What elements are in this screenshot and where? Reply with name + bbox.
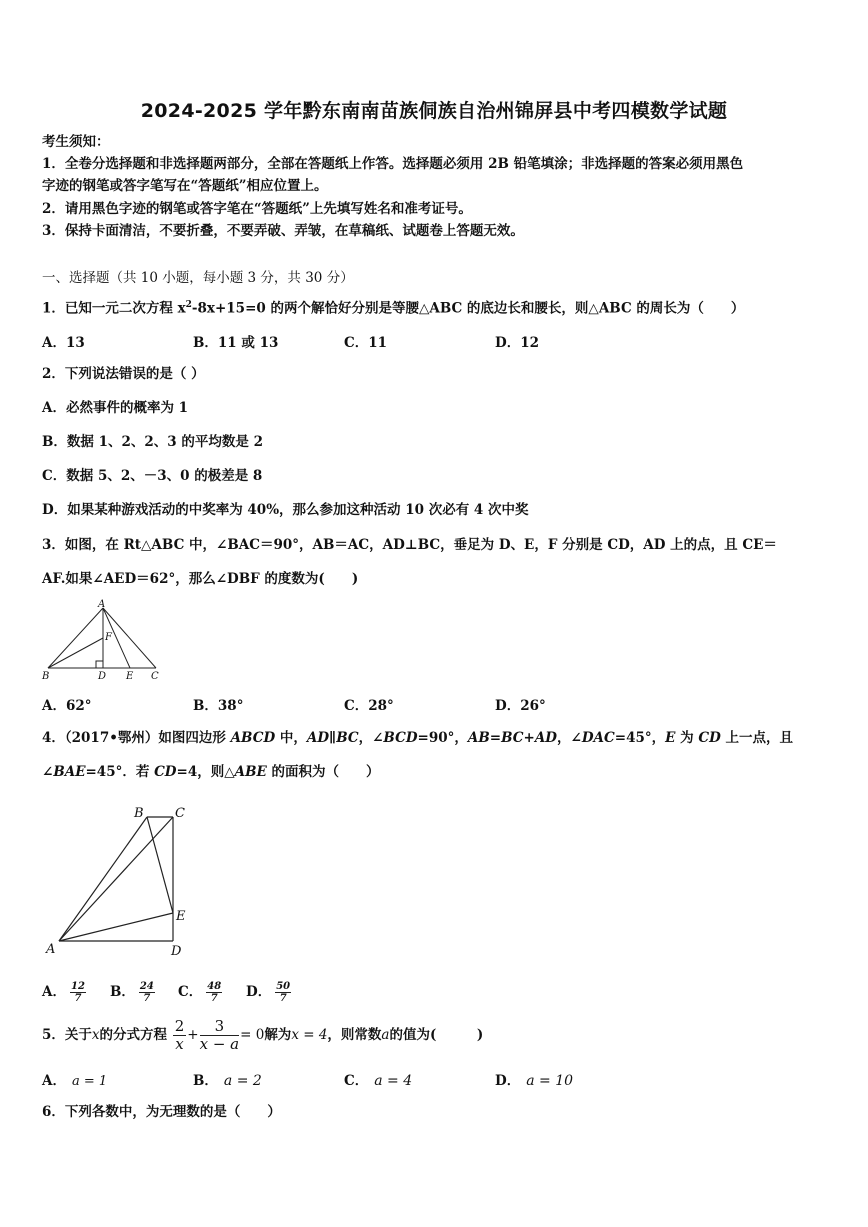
q4-text: =90°， — [417, 730, 468, 746]
q4-option-d-fraction — [275, 981, 291, 1004]
q3-stem-line-1: 3．如图，在 Rt△ABC 中，∠BAC＝90°，AB＝AC，AD⊥BC，垂足为 D、E，F 分别是 CD，AD 上的点，且 CE＝ — [42, 537, 777, 553]
q4-option-a-label: A． — [42, 984, 66, 1000]
q4-option-b[interactable] — [110, 980, 159, 1004]
q1-option-c[interactable]: C．11 — [344, 335, 388, 351]
q4-option-a-fraction — [70, 981, 86, 1004]
notice-line-3: 3．保持卡面清洁，不要折叠，不要弄破、弄皱，在草稿纸、试题卷上答题无效。 — [42, 223, 524, 239]
q3-option-b[interactable]: B．38° — [193, 698, 244, 714]
q5-option-d[interactable] — [495, 1069, 573, 1089]
q4-math: BCD — [383, 730, 418, 746]
q4-math: BAE — [53, 764, 86, 780]
fraction-denominator: 7 — [279, 993, 287, 1004]
fraction-denominator: x − a — [199, 1035, 240, 1053]
q5-option-b-value: a = 2 — [223, 1073, 262, 1089]
q4-math: E — [665, 730, 676, 746]
q5-variable-x: x — [91, 1027, 100, 1043]
q4-text: =45°， — [614, 730, 666, 746]
q4-text: ，∠ — [557, 730, 582, 746]
q4-math: DAC — [581, 730, 615, 746]
q4-text: ∠ — [42, 764, 54, 780]
q4-text: 上一点，且 — [720, 730, 793, 746]
q3-option-d[interactable]: D．26° — [495, 698, 546, 714]
q1-exponent: 2 — [185, 300, 192, 310]
q1-option-d[interactable]: D．12 — [495, 335, 539, 351]
q4-text: 为 — [675, 730, 699, 746]
q3-stem-line-2: AF.如果∠AED＝62°，那么∠DBF 的度数为( ) — [42, 571, 359, 587]
q4-option-b-fraction — [139, 981, 155, 1004]
q4-source: 4．（2017•鄂州） — [42, 730, 159, 746]
q1-stem-post: -8x+15=0 的两个解恰好分别是等腰△ABC 的底边长和腰长，则△ABC 的周长为（ ） — [191, 300, 745, 317]
q4-label-d: D — [171, 944, 182, 959]
q4-text: 中， — [275, 730, 307, 746]
q3-segment-bf — [48, 638, 103, 668]
q2-option-c[interactable]: C．数据 5、2、－3、0 的极差是 8 — [42, 468, 263, 484]
q5-option-b-label: B． — [193, 1073, 218, 1089]
q2-stem: 2．下列说法错误的是（ ） — [42, 366, 205, 382]
q4-math: CD — [698, 730, 721, 746]
q5-text: 的分式方程 — [99, 1027, 168, 1043]
section-heading: 一、选择题（共 10 小题，每小题 3 分，共 30 分） — [42, 270, 354, 286]
q1-stem-pre: 1．已知一元二次方程 x — [42, 300, 186, 317]
q4-option-c[interactable] — [178, 980, 226, 1004]
fraction-denominator: 7 — [143, 993, 151, 1004]
q4-math: ABE — [234, 764, 267, 780]
q4-text: ，∠ — [358, 730, 384, 746]
page-title: 2024-2025 学年黔东南南苗族侗族自治州锦屏县中考四模数学试题 — [140, 100, 728, 122]
q1-stem — [42, 295, 744, 319]
q4-stem-line-1 — [42, 728, 793, 748]
q3-label-b: B — [42, 671, 50, 682]
notice-heading: 考生须知： — [42, 134, 110, 150]
fraction-numerator: 2 — [174, 1017, 185, 1035]
fraction-denominator: 7 — [74, 993, 82, 1004]
q4-math: BC — [336, 730, 359, 746]
q4-option-d[interactable] — [246, 980, 295, 1004]
q2-option-a[interactable]: A．必然事件的概率为 1 — [42, 400, 189, 416]
fraction-numerator: 24 — [139, 981, 154, 992]
q5-solution: x = 4 — [291, 1027, 328, 1043]
q2-option-d[interactable]: D．如果某种游戏活动的中奖率为 40%，那么参加这种活动 10 次必有 4 次中奖 — [42, 502, 529, 518]
q5-option-d-value: a = 10 — [526, 1073, 574, 1089]
q4-label-a: A — [46, 942, 56, 957]
q4-label-e: E — [176, 909, 186, 924]
q5-text: ，则常数 — [327, 1027, 382, 1043]
q4-option-c-fraction — [206, 981, 222, 1004]
q3-segment-ab — [48, 608, 103, 668]
q3-option-c[interactable]: C．28° — [344, 698, 394, 714]
q4-option-c-label: C． — [178, 984, 203, 1000]
q5-text: 解为 — [264, 1027, 292, 1043]
q4-math: AD — [306, 730, 330, 746]
q5-option-b[interactable] — [193, 1069, 262, 1089]
q3-triangle-figure — [38, 598, 168, 682]
fraction-denominator: x — [175, 1035, 184, 1053]
q3-label-f: F — [105, 632, 112, 643]
q4-option-d-label: D． — [246, 984, 272, 1000]
q4-quadrilateral-figure — [42, 800, 202, 962]
q4-label-b: B — [134, 806, 144, 821]
q5-plus: + — [187, 1027, 199, 1043]
q3-right-angle-mark — [96, 661, 103, 668]
q4-segment-ac — [59, 817, 173, 941]
fraction-numerator: 50 — [276, 981, 291, 992]
q5-option-a[interactable] — [42, 1069, 107, 1089]
q5-text: 5．关于 — [42, 1027, 92, 1043]
q4-math: ABCD — [230, 730, 276, 746]
q5-variable-a: a — [381, 1027, 390, 1043]
notice-line-1b: 字迹的钢笔或答字笔写在“答题纸”相应位置上。 — [42, 178, 328, 194]
notice-line-1a: 1．全卷分选择题和非选择题两部分，全部在答题纸上作答。选择题必须用 2B 铅笔填涂；非选择题的答案必须用黑色 — [42, 156, 744, 172]
fraction-denominator: 7 — [210, 993, 218, 1004]
fraction-numerator: 12 — [70, 981, 85, 992]
q5-option-c-label: C． — [344, 1073, 369, 1089]
q3-label-e: E — [126, 671, 134, 682]
q4-stem-line-2 — [42, 762, 380, 782]
fraction-numerator: 48 — [207, 981, 222, 992]
q4-label-c: C — [175, 806, 185, 821]
q3-label-d: D — [98, 671, 107, 682]
q4-option-a[interactable] — [42, 980, 90, 1004]
q4-math: AB=BC+AD — [467, 730, 558, 746]
q1-option-b[interactable]: B．11 或 13 — [193, 335, 279, 351]
q3-label-a: A — [98, 599, 106, 610]
q5-fraction-1 — [173, 1018, 187, 1053]
q5-equals-zero: = 0 — [240, 1027, 265, 1043]
q5-option-a-value: a = 1 — [71, 1074, 108, 1089]
q2-option-b[interactable]: B．数据 1、2、2、3 的平均数是 2 — [42, 434, 263, 450]
fraction-numerator: 3 — [200, 1018, 240, 1036]
q3-option-a[interactable]: A．62° — [42, 698, 92, 714]
q5-option-c-value: a = 4 — [374, 1073, 413, 1089]
notice-line-2: 2．请用黑色字迹的钢笔或答字笔在“答题纸”上先填写姓名和准考证号。 — [42, 201, 472, 217]
q4-math: CD — [154, 764, 177, 780]
q5-option-a-label: A． — [42, 1073, 66, 1089]
q5-fraction-2 — [200, 1018, 240, 1053]
q1-option-a[interactable]: A．13 — [42, 335, 85, 351]
q5-option-c[interactable] — [344, 1069, 412, 1089]
q5-option-d-label: D． — [495, 1073, 521, 1089]
q4-text: =45°．若 — [85, 764, 155, 780]
q6-stem: 6．下列各数中，为无理数的是（ ） — [42, 1104, 281, 1120]
q3-label-c: C — [151, 671, 159, 682]
q4-option-b-label: B． — [110, 984, 135, 1000]
q5-stem — [42, 1018, 483, 1053]
q4-text: =4，则△ — [176, 764, 235, 780]
q4-text: ∥ — [329, 730, 337, 746]
q5-text: 的值为( ) — [389, 1027, 484, 1043]
q4-text: 的面积为（ ） — [266, 764, 380, 780]
q4-text: 如图四边形 — [158, 730, 231, 746]
